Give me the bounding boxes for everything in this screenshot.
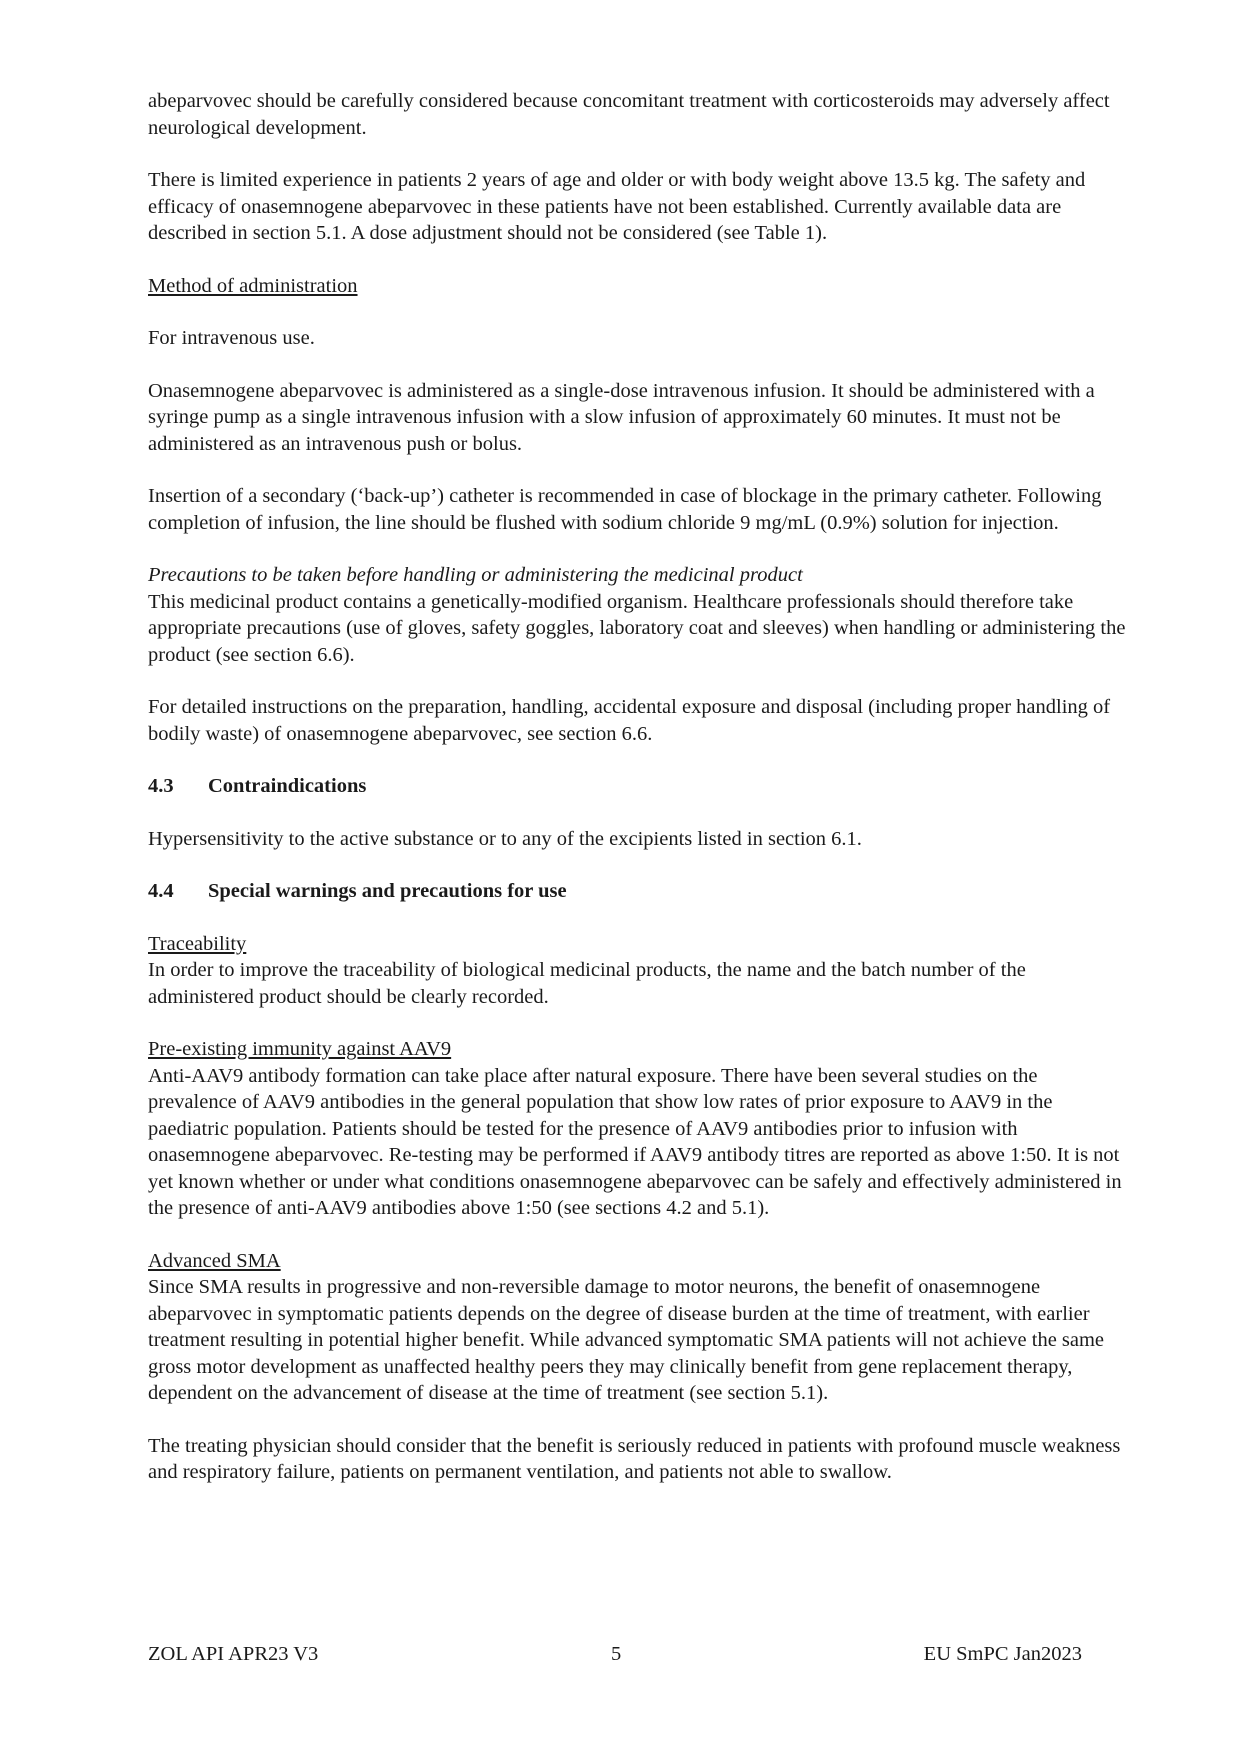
section-title: Contraindications bbox=[208, 775, 367, 797]
paragraph: Insertion of a secondary (‘back-up’) catheter is recommended in case of blockage in the primary catheter. Following completion of infusion, the line should be flushed with sodium chloride 9 mg/mL (0.9%) solution for injection. bbox=[148, 485, 1102, 534]
section-heading-4-3 bbox=[148, 773, 1128, 800]
paragraph: The treating physician should consider that the benefit is seriously reduced in patients with profound muscle weakness and respiratory failure, patients on permanent ventilation, and patients not able to swallow. bbox=[148, 1434, 1121, 1483]
document-body bbox=[148, 88, 1128, 1512]
paragraph: There is limited experience in patients 2 years of age and older or with body weight above 13.5 kg. The safety and efficacy of onasemnogene abeparvovec in these patients have not been established. Currently available data are described in section 5.1. A dose adjustment should not be considered (see Table 1). bbox=[148, 169, 1086, 244]
section-number: 4.4 bbox=[148, 880, 174, 902]
section-number: 4.3 bbox=[148, 775, 174, 797]
paragraph: For detailed instructions on the preparation, handling, accidental exposure and disposal (including proper handling of bodily waste) of onasemnogene abeparvovec, see section 6.6. bbox=[148, 696, 1111, 745]
footer-page-number: 5 bbox=[611, 1643, 622, 1665]
subheading-traceability bbox=[148, 931, 1128, 958]
paragraph: Hypersensitivity to the active substance or to any of the excipients listed in section 6.1. bbox=[148, 827, 862, 850]
footer-version: EU SmPC Jan2023 bbox=[923, 1643, 1082, 1665]
subheading-text: Advanced SMA bbox=[148, 1249, 281, 1272]
subheading-text: Method of administration bbox=[148, 274, 358, 297]
paragraph: For intravenous use. bbox=[148, 327, 315, 349]
paragraph: abeparvovec should be carefully considered because concomitant treatment with corticosteroids may adversely affect neurological development. bbox=[148, 90, 1110, 139]
paragraph: Onasemnogene abeparvovec is administered as a single-dose intravenous infusion. It should be administered with a syringe pump as a single intravenous infusion with a slow infusion of approximately 60 minutes. It must not be administered as an intravenous push or bolus. bbox=[148, 379, 1095, 455]
subheading-text: Traceability bbox=[148, 932, 247, 955]
paragraph: Since SMA results in progressive and non-reversible damage to motor neurons, the benefit of onasemnogene abeparvovec in symptomatic patients depends on the degree of disease burden at the time of treatment, with earlier treatment resulting in potential higher benefit. While advanced symptomatic SMA patients will not achieve the same gross motor development as unaffected healthy peers they may clinically benefit from gene replacement therapy, dependent on the advancement of disease at the time of treatment (see section 5.1). bbox=[148, 1276, 1105, 1404]
subheading-pre-existing-immunity bbox=[148, 1036, 1128, 1063]
paragraph: In order to improve the traceability of biological medicinal products, the name and the batch number of the administered product should be clearly recorded. bbox=[148, 959, 1026, 1008]
subheading-advanced-sma bbox=[148, 1248, 1128, 1275]
subheading-method-of-administration bbox=[148, 273, 1128, 300]
paragraph: This medicinal product contains a genetically-modified organism. Healthcare professionals should therefore take appropriate precautions (use of gloves, safety goggles, laboratory coat and sleeves) when handling or administering the product (see section 6.6). bbox=[148, 590, 1126, 666]
section-title: Special warnings and precautions for use bbox=[208, 880, 567, 902]
paragraph: Anti-AAV9 antibody formation can take place after natural exposure. There have been several studies on the prevalence of AAV9 antibodies in the general population that show low rates of prior exposure to AAV9 in the paediatric population. Patients should be tested for the presence of AAV9 antibodies prior to infusion with onasemnogene abeparvovec. Re-testing may be performed if AAV9 antibody titres are reported as above 1:50. It is not yet known whether or under what conditions onasemnogene abeparvovec can be safely and effectively administered in the presence of anti-AAV9 antibodies above 1:50 (see sections 4.2 and 5.1). bbox=[148, 1064, 1122, 1219]
subheading-precautions: Precautions to be taken before handling or administering the medicinal product bbox=[148, 564, 803, 586]
subheading-text: Pre-existing immunity against AAV9 bbox=[148, 1038, 452, 1060]
section-heading-4-4 bbox=[148, 878, 1128, 905]
footer-document-code: ZOL API APR23 V3 bbox=[148, 1643, 319, 1665]
